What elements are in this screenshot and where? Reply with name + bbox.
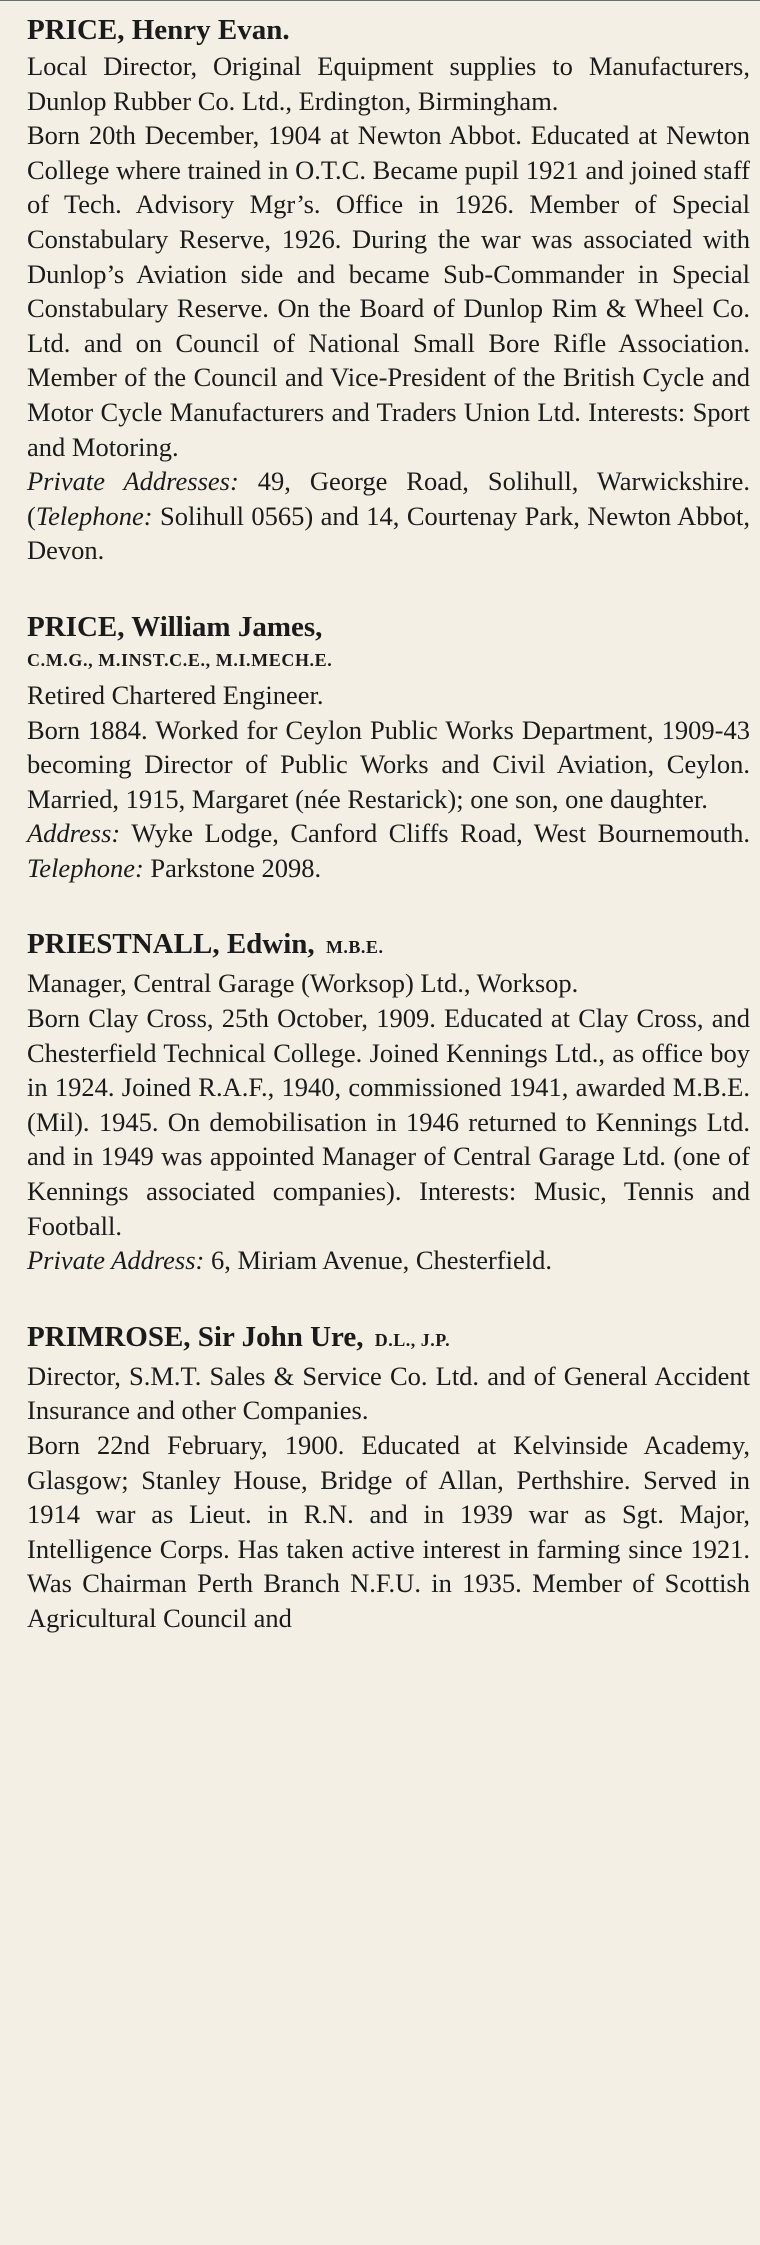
entry-given-names: Edwin, <box>226 928 315 961</box>
entry-surname: PRICE, <box>27 14 125 46</box>
entry-address <box>27 1243 750 1278</box>
directory-entry <box>27 925 750 1277</box>
entry-biography: Born 22nd February, 1900. Educated at Kelvinside Academy, Glasgow; Stanley House, Bridge of Allan, Perthshire. Served in 1914 war as Lieut. in R.N. and in 1939 war as Sgt. Major, Intelligence Corps. Has taken active interest in farming since 1921. Was Chairman Perth Branch N.F.U. in 1935. Member of Scottish Agricultural Council and <box>27 1430 750 1633</box>
directory-entry <box>27 608 750 886</box>
entry-biography: Born Clay Cross, 25th October, 1909. Educated at Clay Cross, and Chesterfield Technical College. Joined Kennings Ltd., as office boy in 1924. Joined R.A.F., 1940, commissioned 1941, awarded M.B.E. (Mil). 1945. On demobilisation in 1946 returned to Kennings Ltd. and in 1949 was appointed Manager of Central Garage Ltd. (one of Kennings associated companies). Interests: Music, Tennis and Football. <box>27 1003 750 1241</box>
entry-surname: PRIMROSE, <box>27 1320 191 1353</box>
address-tail: Solihull 0565) and 14, Courtenay Park, Newton Abbot, Devon. <box>27 500 750 566</box>
entry-postnominals: D.L., J.P. <box>374 1329 451 1350</box>
address-tail: Parkstone 2098. <box>143 852 322 883</box>
entry-heading <box>27 925 750 966</box>
entry-surname: PRIESTNALL, <box>27 928 220 961</box>
directory-entry <box>27 1318 750 1636</box>
entry-address <box>27 816 750 885</box>
entry-postnominals: C.M.G., M.INST.C.E., M.I.MECH.E. <box>27 649 333 670</box>
entry-biography: Born 1884. Worked for Ceylon Public Works Department, 1909-43 becoming Director of Public Works and Civil Aviation, Ceylon. Married, 1915, Margaret (née Restarick); one son, one daughter. <box>27 714 750 814</box>
entry-biography: Born 20th December, 1904 at Newton Abbot. Educated at Newton College where trained in O.T.C. Became pupil 1921 and joined staff of Tech. Advisory Mgr’s. Office in 1926. Member of Special Constabulary Reserve, 1926. During the war was associated with Dunlop’s Aviation side and became Sub-Commander in Special Constabulary Reserve. On the Board of Dunlop Rim & Wheel Co. Ltd. and on Council of National Small Bore Rifle Association. Member of the Council and Vice-President of the British Cycle and Motor Cycle Manufacturers and Traders Union Ltd. Interests: Sport and Motoring. <box>27 120 750 462</box>
entry-heading <box>27 608 750 646</box>
address-label: Private Address: <box>27 1245 205 1276</box>
entry-occupation: Retired Chartered Engineer. <box>27 679 324 710</box>
telephone-label: Telephone: <box>35 500 153 531</box>
entry-given-names: Sir John Ure, <box>197 1320 364 1353</box>
address-label: Address: <box>27 818 121 849</box>
entry-given-names: William James, <box>131 610 323 643</box>
address-text: 6, Miriam Avenue, Chesterfield. <box>204 1245 552 1276</box>
directory-entry <box>27 11 750 568</box>
entry-heading <box>27 11 750 49</box>
entry-postnominals: M.B.E. <box>325 937 384 958</box>
entry-occupation: Manager, Central Garage (Worksop) Ltd., Worksop. <box>27 968 579 999</box>
entry-occupation: Local Director, Original Equipment supplies to Manufacturers, Dunlop Rubber Co. Ltd., Erdington, Birmingham. <box>27 51 750 116</box>
entry-heading <box>27 1318 750 1359</box>
entry-surname: PRICE, <box>27 610 125 643</box>
address-text: Wyke Lodge, Canford Cliffs Road, West Bournemouth. <box>120 818 750 849</box>
telephone-label: Telephone: <box>27 852 144 883</box>
entry-occupation: Director, S.M.T. Sales & Service Co. Ltd. and of General Accident Insurance and other Companies. <box>27 1360 750 1426</box>
address-label: Private Addresses: <box>27 466 239 497</box>
address-text: 49, George Road, Solihull, Warwickshire. ( <box>27 466 751 531</box>
entry-address <box>27 464 750 568</box>
entry-given-names: Henry Evan. <box>131 14 290 46</box>
